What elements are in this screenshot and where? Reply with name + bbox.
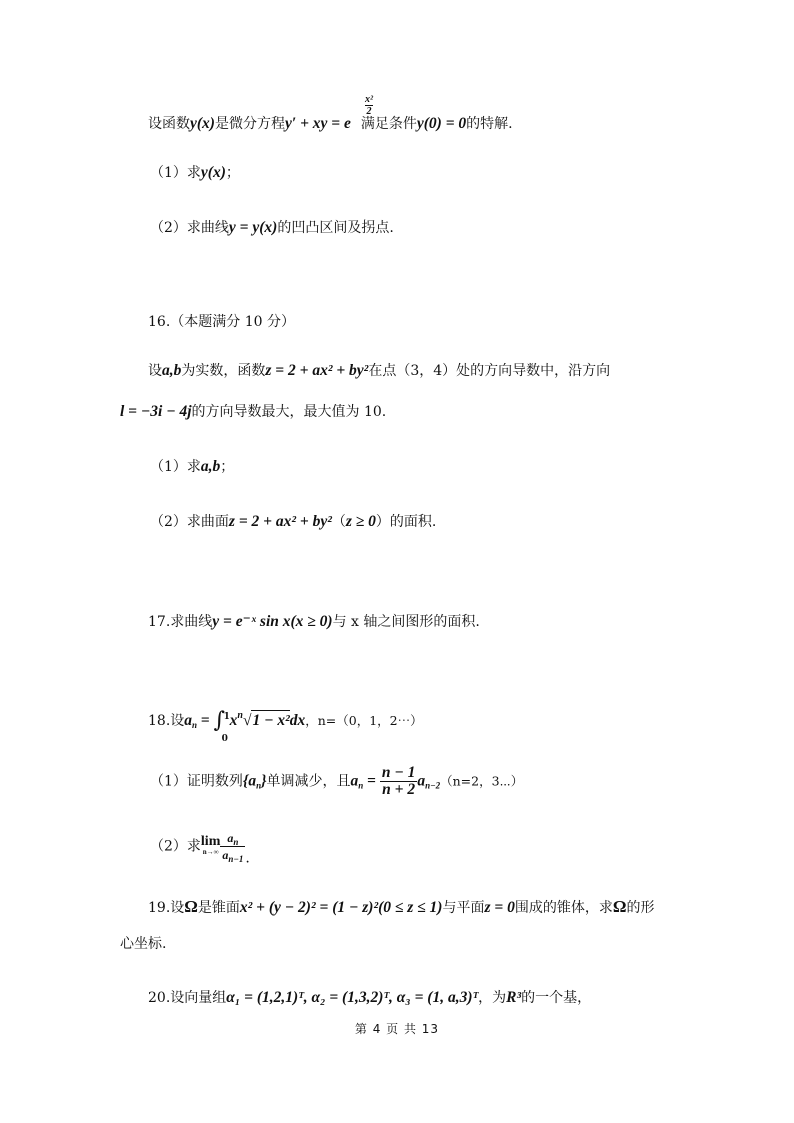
text: （ [331, 514, 346, 530]
frac-den: n + 2 [382, 781, 416, 798]
math-plane: z = 0 [484, 899, 515, 916]
p18-q2 [150, 830, 250, 869]
exp-num: x² [364, 94, 373, 105]
p18-q1 [150, 765, 523, 798]
math-an: a [184, 712, 193, 729]
text: （n=2，3⋯） [440, 773, 524, 789]
math-init: y(0) = 0 [416, 115, 467, 132]
text: 20.设向量组 [148, 990, 227, 1006]
math-seq: {a [242, 772, 257, 790]
text: ，为 [478, 990, 507, 1006]
text: （2）求曲面 [150, 514, 229, 530]
p15-statement [148, 94, 513, 134]
text: 的一个基， [521, 990, 592, 1006]
radicand: 1 − x² [252, 712, 290, 729]
text: 17.求曲线 [148, 614, 213, 630]
text: 的形 [626, 900, 655, 916]
text: （2）求曲线 [150, 220, 229, 236]
frac-num: n − 1 [381, 764, 416, 781]
a: a [227, 831, 234, 845]
math-yx: y(x) [190, 115, 215, 132]
text: （1）求 [150, 165, 201, 181]
math-ab: a,b [162, 362, 182, 379]
p16-heading: 16.（本题满分 10 分） [148, 314, 295, 330]
text: 满足条件 [360, 116, 417, 132]
ode-exponent [365, 94, 373, 117]
math-vectors: α₁ = (1,2,1)ᵀ, α₂ = (1,3,2)ᵀ, α₃ = (1, a,3)ᵀ [226, 989, 479, 1006]
text: 是锥面 [197, 900, 240, 916]
text: 围成的锥体，求 [514, 900, 613, 916]
page-footer: 第 4 页 共 13 [354, 1022, 440, 1036]
math-cone: x² + (y − 2)² = (1 − z)²(0 ≤ z ≤ 1) [239, 899, 443, 916]
text: （2）求 [150, 838, 201, 855]
int-lower: 0 [221, 734, 228, 744]
p15-q1 [150, 163, 240, 183]
text: 在点（3，4）处的方向导数中，沿方向 [368, 363, 611, 379]
p19-statement [148, 897, 654, 918]
p19-line2: 心坐标. [120, 936, 167, 952]
text: 设 [148, 363, 162, 379]
text: 19.设 [148, 900, 185, 916]
eq: = [197, 712, 214, 729]
sup: n [237, 710, 243, 721]
p15-q2 [150, 218, 394, 238]
sub: n [233, 837, 239, 847]
limit [200, 833, 221, 857]
text: 的特解. [466, 116, 513, 132]
fraction [220, 830, 245, 863]
math-seq-end: } [261, 772, 267, 790]
exp-den: 2 [366, 106, 372, 117]
text: 的方向导数最大，最大值为 10. [191, 404, 387, 420]
math-cond: z ≥ 0 [345, 513, 376, 530]
text: 是微分方程 [214, 116, 285, 132]
p16-q1 [150, 457, 234, 477]
text: （1）求 [150, 459, 201, 475]
math-omega: Ω [612, 897, 627, 916]
sqrt-sign: √ [242, 712, 252, 729]
text: ）的面积. [375, 514, 437, 530]
math-curve: y = e⁻ˣ sin x(x ≥ 0) [212, 613, 333, 630]
eq: = [363, 772, 380, 790]
math-an2: a [417, 772, 426, 790]
sub: n [192, 720, 198, 730]
fraction [380, 765, 418, 798]
math-fn: z = 2 + ax² + by² [265, 362, 369, 379]
math-ab: a,b [200, 458, 221, 475]
text: 的凹凸区间及拐点. [277, 220, 394, 236]
sub: n [358, 780, 364, 791]
math-direction: l = −3i − 4j [120, 403, 192, 420]
sub: n−1 [228, 854, 244, 864]
ode-lhs: y′ + xy = e [284, 115, 351, 132]
math-space: R³ [506, 989, 522, 1006]
lim-word: lim [200, 833, 221, 849]
p17-statement [148, 612, 480, 632]
math-ode [284, 94, 373, 134]
text: ； [225, 165, 240, 181]
math-yx: y(x) [200, 164, 226, 181]
math-an: a [350, 772, 359, 790]
p16-line2 [120, 402, 386, 422]
a: a [222, 848, 229, 862]
p20-statement [148, 988, 591, 1008]
sub: n [256, 780, 262, 791]
text: 为实数，函数 [181, 363, 266, 379]
p16-q2 [150, 512, 436, 532]
p18-statement [148, 708, 423, 744]
text: 单调减少，且 [266, 773, 351, 790]
text: 与 x 轴之间图形的面积. [332, 614, 480, 630]
lim-under: n→∞ [202, 847, 219, 856]
frac-num [220, 830, 245, 847]
frac-den [220, 847, 245, 863]
text: 设函数 [148, 116, 190, 132]
text: 18.设 [148, 713, 185, 729]
text: . [245, 850, 250, 867]
integral-sign: ∫ 1 0 [214, 711, 226, 731]
p16-line1 [148, 361, 610, 381]
math-dx: dx [289, 712, 306, 729]
text: （1）证明数列 [150, 773, 243, 790]
math-x: x [229, 712, 238, 729]
sub: n−2 [425, 780, 441, 791]
math-curve: y = y(x) [228, 219, 278, 236]
text: ； [220, 459, 235, 475]
text: ，n=（0，1，2⋯） [305, 713, 423, 728]
int-upper: 1 [223, 712, 230, 722]
math-surface: z = 2 + ax² + by² [228, 513, 332, 530]
math-omega: Ω [184, 897, 198, 916]
text: 与平面 [442, 900, 485, 916]
